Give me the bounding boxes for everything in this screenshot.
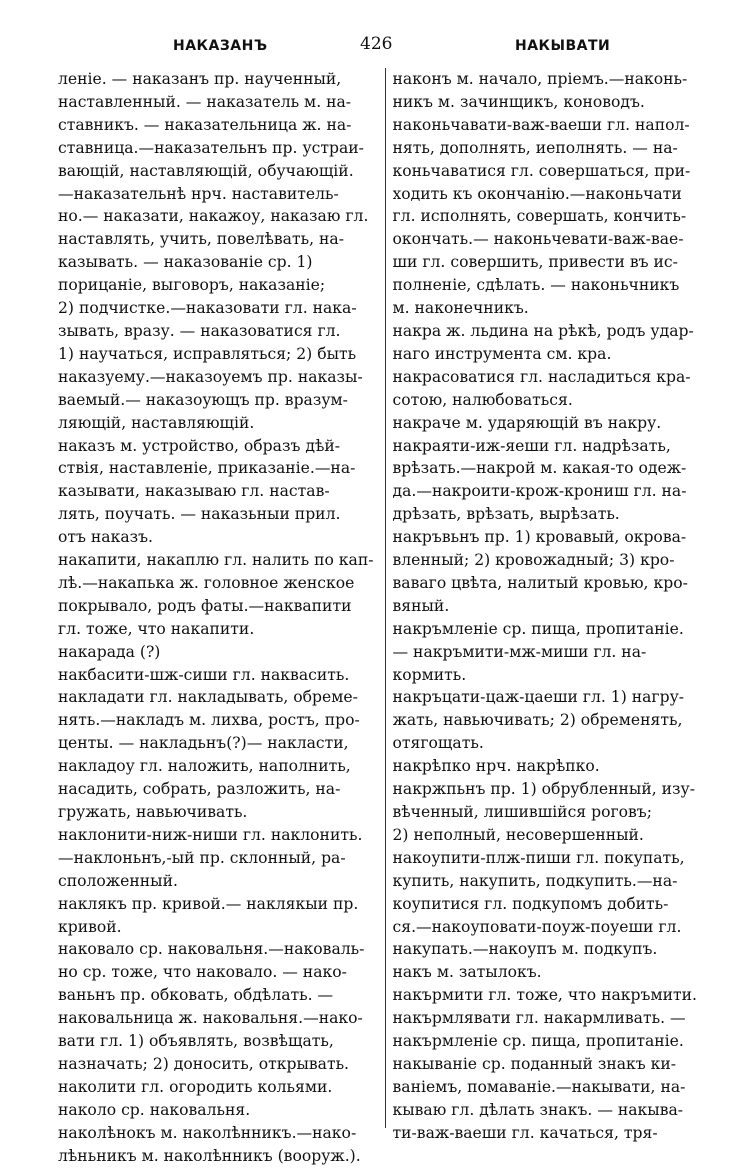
left-column-line: 2) подчистке.—наказовати гл. нака- [58,299,357,318]
left-column-line: леніе. — наказанъ пр. наученный, [58,70,342,88]
left-column-line: гружать, навьючивать. [58,803,248,821]
right-column-line: ти-важ-ваеши гл. качаться, тря- [392,1123,658,1142]
right-column-line: накупать.—накоупъ м. подкупъ. [392,940,658,959]
right-column-line: окончать.— наконьчевати-важ-вае- [392,230,684,249]
left-column-line: наколѣнокъ м. наколѣнникъ.—нако- [58,1123,357,1142]
page-header [58,34,711,68]
left-column-line: наколо ср. наковальня. [58,1100,251,1119]
right-column-line: дрѣзать, врѣзать, вырѣзать. [392,505,620,524]
right-column-line: накърмлявати гл. накармливать. — [392,1009,686,1028]
left-column-line: наковало ср. наковальня.—наковаль- [58,940,365,959]
left-column-line: ставница.—наказательнъ пр. устраи- [58,138,364,157]
left-column-line: —наказательнѣ нрч. наставитель- [58,184,339,203]
right-column-line: накраче м. ударяющій въ накру. [392,413,662,432]
right-column-line: ходить къ окончанію.—наконьчати [392,184,682,203]
right-column-line: накрѣпко нрч. накрѣпко. [392,757,600,776]
right-column-line: купить, накупить, подкупить.—на- [392,871,678,890]
right-column-line: вѣченный, лишившійся роговъ; [392,803,652,821]
right-column-line: накръвьнъ пр. 1) кровавый, окрова- [392,528,687,547]
right-column-line: ши гл. совершить, привести въ ис- [392,253,678,272]
left-column-line: вающій, наставляющій, обучающій. [58,161,354,180]
right-column-line: сотою, налюбоваться. [392,390,573,409]
right-column-line: жать, навьючивать; 2) обременять, [392,711,683,730]
left-column-line: накарада (?) [58,642,161,661]
left-column-line: лѣньникъ м. наколѣнникъ (вооруж.). [58,1146,361,1165]
right-column-line: отягощать. [392,734,484,753]
left-column-line: ляющій, наставляющій. [58,413,255,432]
right-column-line: наконъ м. начало, пріемъ.—наконь- [392,70,688,88]
left-column-line: насадить, собрать, разложить, на- [58,780,341,799]
right-column-line: врѣзать.—накрой м. какая-то одеж- [392,459,687,478]
right-column-line: накръцати-цаж-цаеши гл. 1) нагру- [392,688,685,707]
left-column-line: сположенный. [58,871,178,890]
right-column-line: нять, дополнять, иеполнять. — на- [392,138,678,157]
left-column-line: ствія, наставленіе, приказаніе.—на- [58,459,356,478]
left-column-line: наставленный. — наказатель м. на- [58,92,352,111]
left-column-line: отъ наказъ. [58,528,154,547]
right-column [392,68,712,1142]
left-column-line: ставникъ. — наказательница ж. на- [58,115,352,134]
left-column-line: лять, поучать. — наказьныи прил. [58,505,341,524]
left-column-line: —наклоньнъ,-ый пр. склонный, ра- [58,848,346,867]
page-number: 426 [360,34,393,54]
left-column-line: наказъ м. устройство, образъ дѣй- [58,436,341,455]
right-column-line: — накръмити-мж-миши гл. на- [392,642,647,661]
right-column-line: накраяти-иж-яеши гл. надрѣзать, [392,436,671,455]
left-column-line: но ср. тоже, что наковало. — нако- [58,963,347,982]
right-column-line: кываю гл. дѣлать знакъ. — накыва- [392,1100,684,1119]
right-column-line: вяный. [392,596,450,615]
right-column-line: накърмленіе ср. пища, пропитаніе. [392,1032,684,1051]
left-column-line: наклонити-ниж-ниши гл. наклонить. [58,825,363,844]
left-column-line: накладоу гл. наложить, наполнить, [58,757,351,776]
right-column-line: накра ж. льдина на рѣкѣ, родъ удар- [392,321,694,340]
left-column-line: казывати, наказываю гл. настав- [58,482,330,501]
right-column-line: гл. исполнять, совершать, кончить- [392,207,687,226]
right-column-line: вленный; 2) кровожадный; 3) кро- [392,551,675,570]
left-column-line: наставлять, учить, повелѣвать, на- [58,230,344,249]
two-column-body [58,68,711,1165]
right-column-line: да.—накроити-крож-крониш гл. на- [392,482,687,501]
left-column-line: наколити гл. огородить кольями. [58,1077,333,1096]
right-column-line: накрасоватися гл. насладиться кра- [392,367,691,386]
left-column-line: зывать, вразу. — наказоватися гл. [58,321,341,340]
left-column-line: наковальница ж. наковальня.—нако- [58,1009,363,1028]
right-column-line: ся.—накоуповати-поуж-поуеши гл. [392,917,682,936]
right-column-line: никъ м. зачинщикъ, коноводъ. [392,92,645,111]
left-column-line: порицаніе, выговоръ, наказаніе; [58,276,326,295]
right-column-line: ваваго цвѣта, налитый кровью, кро- [392,573,688,592]
left-column-line: назначать; 2) доносить, открывать. [58,1054,350,1073]
left-column-line: 1) научаться, исправляться; 2) быть [58,344,357,363]
right-column-line: накърмити гл. тоже, что накръмити. [392,986,697,1005]
left-column-line: ваемый.— наказоующъ пр. вразум- [58,390,348,409]
right-column-line: накоупити-плж-пиши гл. покупать, [392,848,685,867]
left-column-line: накапити, накаплю гл. налить по кап- [58,551,374,570]
left-column-line: наказуему.—наказоуемъ пр. наказы- [58,367,363,386]
left-column-line: вати гл. 1) объявлять, возвѣщать, [58,1032,334,1051]
right-column-line: м. наконечникъ. [392,299,529,318]
right-column-line: кормить. [392,665,467,684]
left-column-line: наклякъ пр. кривой.— наклякыи пр. [58,894,359,913]
right-column-line: наконьчавати-важ-ваеши гл. напол- [392,115,690,134]
left-column-line: кривой. [58,917,122,936]
left-column-line: лѣ.—накапька ж. головное женское [58,573,355,592]
left-column-line: ваньнъ пр. обковать, обдѣлать. — [58,986,334,1005]
right-column-line: коупитися гл. подкупомъ добить- [392,894,669,913]
column-divider [385,68,386,1128]
right-column-line: накръмленіе ср. пища, пропитаніе. [392,619,684,638]
right-column-line: коньчаватися гл. совершаться, при- [392,161,691,180]
left-column-line: накбасити-шж-сиши гл. наквасить. [58,665,350,684]
left-column-line: нять.—накладъ м. лихва, ростъ, про- [58,711,360,730]
header-right-guide-word: НАКЫВАТИ [515,38,611,54]
right-column-line: накываніе ср. поданный знакъ ки- [392,1054,677,1073]
left-column-line: накладати гл. накладывать, обреме- [58,688,358,707]
right-column-line: накъ м. затылокъ. [392,963,542,982]
left-column [58,68,380,1165]
right-column-line: наго инструмента см. кра. [392,344,612,363]
left-column-line: центы. — накладьнъ(?)— накласти, [58,734,349,753]
left-column-line: но.— наказати, накажоу, наказаю гл. [58,207,369,226]
header-left-guide-word: НАКАЗАНЪ [173,38,268,54]
right-column-line: полненіе, сдѣлать. — наконьчникъ [392,276,680,295]
right-column-line: ваніемъ, помаваніе.—накывати, на- [392,1077,686,1096]
right-column-line: накржпьнъ пр. 1) обрубленный, изу- [392,780,695,799]
right-column-line: 2) неполный, несовершенный. [392,825,644,844]
left-column-line: казывать. — наказованіе ср. 1) [58,253,313,272]
left-column-line: покрывало, родъ фаты.—наквапити [58,596,352,615]
left-column-line: гл. тоже, что накапити. [58,619,255,638]
